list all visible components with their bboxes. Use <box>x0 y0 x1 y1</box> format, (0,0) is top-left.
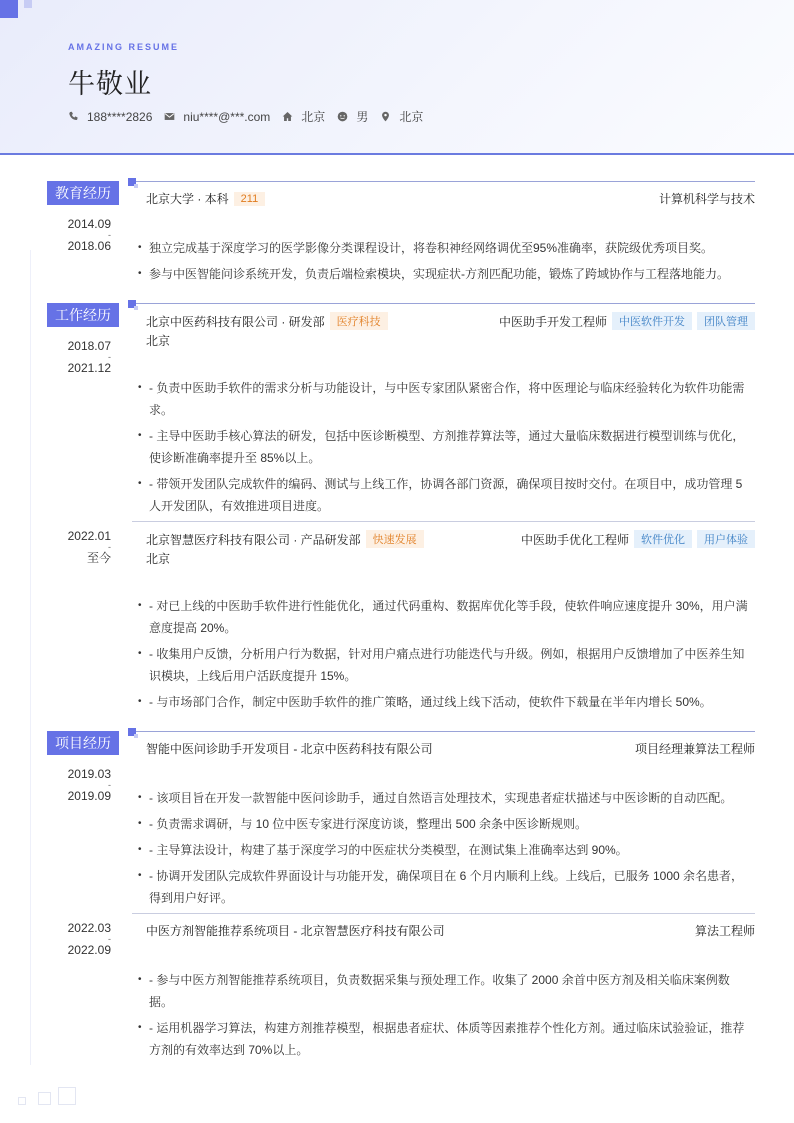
project-1-bullets <box>138 787 748 913</box>
footer-square-decoration <box>58 1087 76 1105</box>
company-name: 北京中医药科技有限公司 · 研发部 <box>146 314 325 329</box>
education-section-rule <box>136 181 755 182</box>
work-2-bullets <box>138 595 748 717</box>
project-name: 智能中医问诊助手开发项目 - 北京中医药科技有限公司 <box>146 742 433 756</box>
project-2-bullets <box>138 969 748 1065</box>
project-divider <box>132 913 755 914</box>
projects-section-rule <box>136 731 755 732</box>
list-item: • - 运用机器学习算法，构建方剂推荐模型，根据患者症状、体质等因素推荐个性化方剂。通过临床试验验证，推荐方剂的有效率达到 70%以上。 <box>138 1021 745 1057</box>
list-item: • - 对已上线的中医助手软件进行性能优化，通过代码重构、数据库优化等手段，使软件响应速度提升 30%，用户满意度提高 20%。 <box>138 599 748 635</box>
list-item: • - 该项目旨在开发一款智能中医问诊助手，通过自然语言处理技术，实现患者症状描述与中医诊断的自动匹配。 <box>138 791 733 805</box>
education-section-marker <box>128 178 136 186</box>
date-separator: - <box>108 780 111 790</box>
list-item: • - 主导算法设计，构建了基于深度学习的中医症状分类模型，在测试集上准确率达到 90%。 <box>138 843 628 857</box>
contact-email <box>164 110 270 124</box>
project-1-end-date: 2019.09 <box>67 789 111 803</box>
work-2-city: 北京 <box>146 552 171 566</box>
work-2-date-range <box>47 530 111 564</box>
work-section-title: 工作经历 <box>47 303 119 327</box>
education-section-title: 教育经历 <box>47 181 119 205</box>
list-item: • - 参与中医方剂智能推荐系统项目，负责数据采集与预处理工作。收集了 2000 余首中医方剂及相关临床案例数据。 <box>138 973 730 1009</box>
contact-home <box>282 108 325 125</box>
gender-value: 男 <box>356 110 369 124</box>
date-separator: - <box>108 934 111 944</box>
work-divider <box>132 521 755 522</box>
corner-small-square-decoration <box>24 0 32 8</box>
project-1-start-date: 2019.03 <box>67 767 111 781</box>
user-face-icon <box>337 111 348 122</box>
brand-label: AMAZING RESUME <box>68 42 179 52</box>
project-2-header-row <box>146 922 755 939</box>
project-2-date-range <box>47 922 111 956</box>
list-item: • - 负责需求调研，与 10 位中医专家进行深度访谈，整理出 500 余条中医诊断规则。 <box>138 817 588 831</box>
education-start-date: 2014.09 <box>67 217 111 231</box>
project-name: 中医方剂智能推荐系统项目 - 北京智慧医疗科技有限公司 <box>146 924 445 938</box>
list-item: • - 主导中医助手核心算法的研发，包括中医诊断模型、方剂推荐算法等，通过大量临床数据进行模型训练与优化，使诊断准确率提升至 85%以上。 <box>138 429 745 465</box>
date-separator: - <box>108 230 111 240</box>
work-2-start-date: 2022.01 <box>67 529 111 543</box>
work-2-end-date: 至今 <box>86 551 111 565</box>
school-name: 北京大学 · 本科 <box>146 192 229 206</box>
location-value: 北京 <box>399 110 424 124</box>
list-item: • 参与中医智能问诊系统开发，负责后端检索模块，实现症状-方剂匹配功能，锻炼了跨域协作与工程落地能力。 <box>138 267 730 281</box>
contact-bar <box>68 108 435 125</box>
work-1-end-date: 2021.12 <box>67 361 111 375</box>
work-2-header-row <box>146 530 755 548</box>
company-tag: 快速发展 <box>366 530 424 548</box>
school-tag: 211 <box>234 192 266 206</box>
home-icon <box>282 111 293 122</box>
footer-square-decoration <box>18 1097 26 1105</box>
projects-section-marker <box>128 728 136 736</box>
project-1-header-row <box>146 740 755 757</box>
company-tag: 医疗科技 <box>330 312 388 330</box>
list-item: • 独立完成基于深度学习的医学影像分类课程设计，将卷积神经网络调优至95%准确率，获院级优秀项目奖。 <box>138 241 714 255</box>
date-separator: - <box>108 542 111 552</box>
major: 计算机科学与技术 <box>658 192 755 206</box>
education-date-range <box>47 218 111 252</box>
projects-section-title: 项目经历 <box>47 731 119 755</box>
education-header-row <box>146 190 755 207</box>
work-section-marker <box>128 300 136 308</box>
timeline-line-decoration <box>30 250 31 1065</box>
location-pin-icon <box>380 111 391 122</box>
company-name: 北京智慧医疗科技有限公司 · 产品研发部 <box>146 532 361 547</box>
mail-icon <box>164 111 175 122</box>
list-item: • - 带领开发团队完成软件的编码、测试与上线工作，协调各部门资源，确保项目按时交付。在项目中，成功管理 5 人开发团队，有效推进项目进度。 <box>138 477 743 513</box>
list-item: • - 负责中医助手软件的需求分析与功能设计，与中医专家团队紧密合作，将中医理论与临床经验转化为软件功能需求。 <box>138 381 745 417</box>
contact-gender <box>337 108 368 125</box>
phone-icon <box>68 111 79 122</box>
skill-tag: 软件优化 <box>634 530 692 548</box>
corner-square-decoration <box>0 0 18 18</box>
phone-value: 188****2826 <box>87 109 153 124</box>
skill-tag: 用户体验 <box>697 530 755 548</box>
candidate-name: 牛敬业 <box>68 69 152 99</box>
work-1-bullets <box>138 377 748 521</box>
resume-header <box>0 0 794 155</box>
date-separator: - <box>108 352 111 362</box>
work-1-header-row <box>146 312 755 330</box>
contact-phone <box>68 110 152 124</box>
job-title: 中医助手优化工程师 <box>520 532 629 547</box>
education-end-date: 2018.06 <box>67 239 111 253</box>
skill-tag: 团队管理 <box>697 312 755 330</box>
footer-square-decoration <box>38 1092 51 1105</box>
project-role: 算法工程师 <box>694 924 755 938</box>
project-role: 项目经理兼算法工程师 <box>634 742 755 756</box>
home-value: 北京 <box>301 110 326 124</box>
work-1-start-date: 2018.07 <box>67 339 111 353</box>
list-item: • - 与市场部门合作，制定中医助手软件的推广策略，通过线上线下活动，使软件下载量在半年内增长 50%。 <box>138 695 712 709</box>
work-section-rule <box>136 303 755 304</box>
project-2-end-date: 2022.09 <box>67 943 111 957</box>
work-1-date-range <box>47 340 111 374</box>
education-bullets <box>138 237 748 289</box>
project-2-start-date: 2022.03 <box>67 921 111 935</box>
list-item: • - 收集用户反馈，分析用户行为数据，针对用户痛点进行功能迭代与升级。例如，根据用户反馈增加了中医养生知识模块，上线后用户活跃度提升 15%。 <box>138 647 745 683</box>
job-title: 中医助手开发工程师 <box>498 314 607 329</box>
project-1-date-range <box>47 768 111 802</box>
skill-tag: 中医软件开发 <box>612 312 692 330</box>
contact-location <box>380 108 423 125</box>
email-value: niu****@***.com <box>183 109 271 124</box>
work-1-city: 北京 <box>146 334 171 348</box>
list-item: • - 协调开发团队完成软件界面设计与功能开发，确保项目在 6 个月内顺利上线。上线后，已服务 1000 余名患者，得到用户好评。 <box>138 869 744 905</box>
